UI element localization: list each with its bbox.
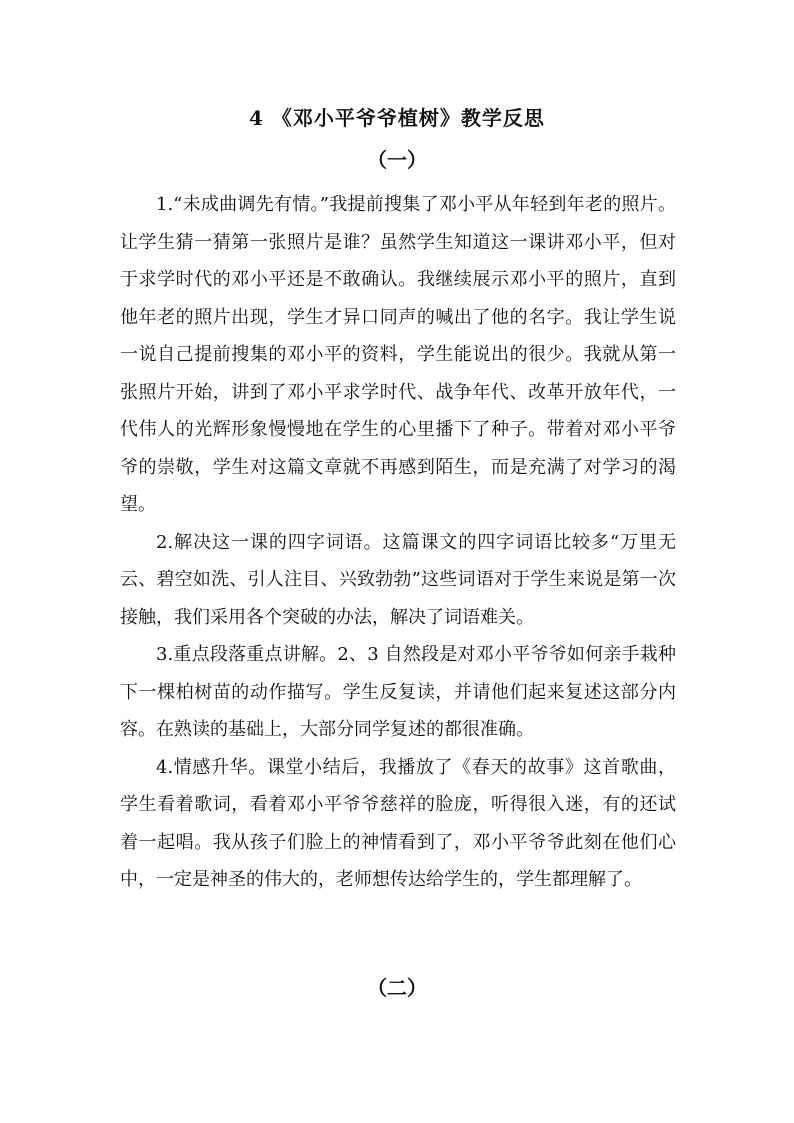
paragraph-2: 2.解决这一课的四字词语。这篇课文的四字词语比较多“万里无云、碧空如洗、引人注目、兴致勃勃”这些词语对于学生来说是第一次接触，我们采用各个突破的办法，解决了词语难关。 <box>120 531 676 628</box>
section-heading-1: （一） <box>367 148 427 172</box>
paragraph-4: 4.情感升华。课堂小结后，我播放了《春天的故事》这首歌曲，学生看着歌词，看着邓小平爷爷慈祥的脸庞，听得很入迷，有的还试着一起唱。我从孩子们脸上的神情看到了，邓小平爷爷此刻在他们心中，一定是神圣的伟大的，老师想传达给学生的，学生都理解了。 <box>120 756 676 890</box>
paragraph-3: 3.重点段落重点讲解。2、3 自然段是对邓小平爷爷如何亲手栽种下一棵柏树苗的动作描写。学生反复读，并请他们起来复述这部分内容。在熟读的基础上，大部分同学复述的都很准确。 <box>120 644 676 740</box>
paragraph-1: 1.“未成曲调先有情。”我提前搜集了邓小平从年轻到年老的照片。让学生猜一猜第一张照片是谁？虽然学生知道这一课讲邓小平，但对于求学时代的邓小平还是不敢确认。我继续展示邓小平的照片，直到他年老的照片出现，学生才异口同声的喊出了他的名字。我让学生说一说自己提前搜集的邓小平的资料，学生能说出的很少。我就从第一张照片开始，讲到了邓小平求学时代、战争年代、改革开放年代，一代伟人的光辉形象慢慢地在学生的心里播下了种子。带着对邓小平爷爷的崇敬，学生对这篇文章就不再感到陌生，而是充满了对学习的渴望。 <box>120 194 676 515</box>
section-heading-2: （二） <box>367 976 427 1000</box>
section-1-body <box>120 186 676 899</box>
document-title: 4 《邓小平爷爷植树》教学反思 <box>249 106 545 130</box>
